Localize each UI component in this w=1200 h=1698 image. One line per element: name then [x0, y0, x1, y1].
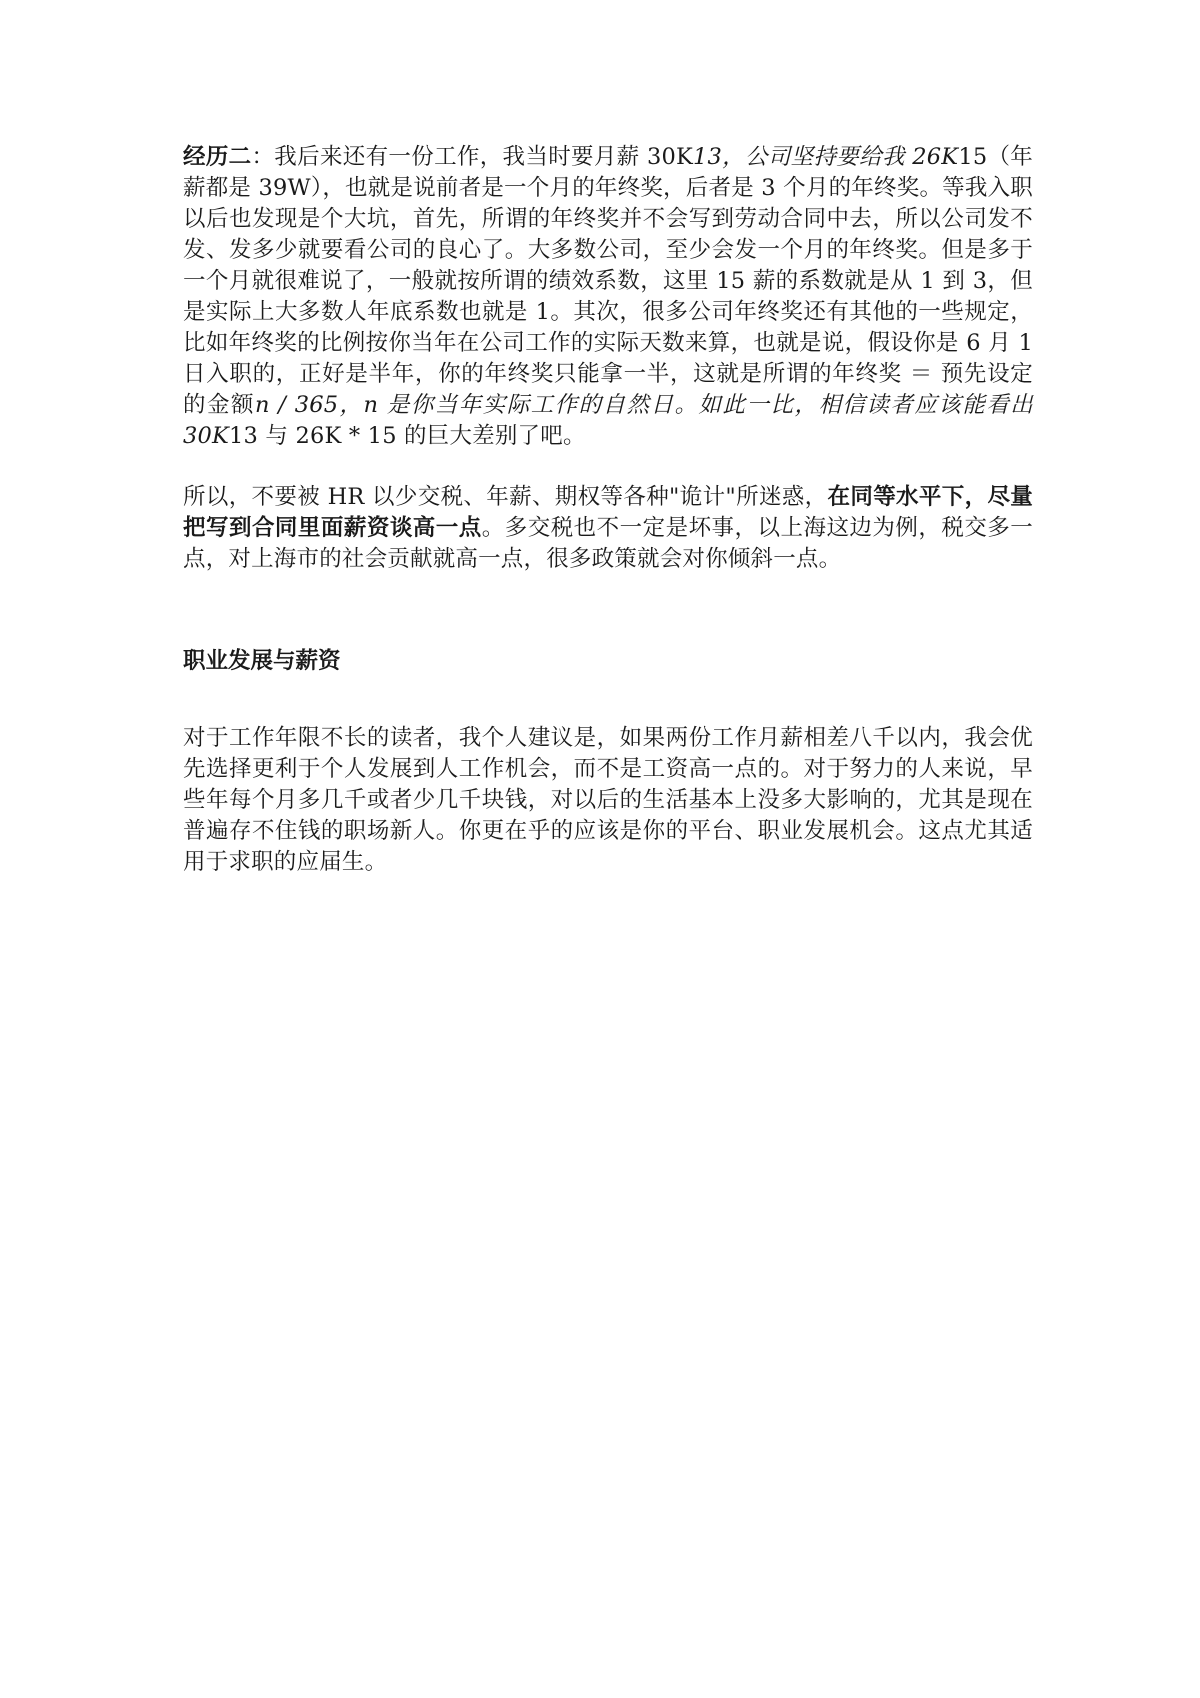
section-heading: 职业发展与薪资 [183, 648, 341, 674]
document-page [183, 142, 1033, 878]
bold-emphasis: 在同等水平下，尽量把写到合同里面薪资谈高一点 [183, 484, 1033, 541]
paragraph-text: 15（年薪都是 39W），也就是说前者是一个月的年终奖，后者是 3 个月的年终奖。等我入职以后也发现是个大坑，首先，所谓的年终奖并不会写到劳动合同中去，所以公司发不发、发多少就要看公司的良心了。大多数公司，至少会发一个月的年终奖。但是多于一个月就很难说了，一般就按所谓的绩效系数，这里 15 薪的系数就是从 1 到 3，但是实际上大多数人年底系数也就是 1。其次，很多公司年终奖还有其他的一些规定，比如年终奖的比例按你当年在公司工作的实际天数来算，也就是说，假设你是 6 月 1 日入职的，正好是半年，你的年终奖只能拿一半，这就是所谓的年终奖 ＝ 预先设定的金额 [183, 144, 1033, 418]
paragraph-text: 。多交税也不一定是坏事，以上海这边为例，税交多一点，对上海市的社会贡献就高一点，很多政策就会对你倾斜一点。 [183, 515, 1033, 572]
paragraph-advice [183, 482, 1033, 575]
paragraph-career: 对于工作年限不长的读者，我个人建议是，如果两份工作月薪相差八千以内，我会优先选择更利于个人发展到人工作机会，而不是工资高一点的。对于努力的人来说，早些年每个月多几千或者少几千块钱，对以后的生活基本上没多大影响的，尤其是现在普遍存不住钱的职场新人。你更在乎的应该是你的平台、职业发展机会。这点尤其适用于求职的应届生。 [183, 725, 1033, 875]
paragraph-experience-two [183, 142, 1033, 452]
paragraph-text: ：我后来还有一份工作，我当时要月薪 30K [251, 144, 694, 170]
experience-label: 经历二 [183, 144, 252, 170]
paragraph-text: 13 与 26K * 15 的巨大差别了吧。 [229, 423, 586, 449]
paragraph-text: 所以，不要被 HR 以少交税、年薪、期权等各种"诡计"所迷惑， [183, 484, 828, 510]
italic-text: n / 365，n 是你当年实际工作的自然日。如此一比，相信读者应该能看出 30K [183, 392, 1033, 449]
italic-text: 13，公司坚持要给我 26K [693, 144, 959, 170]
